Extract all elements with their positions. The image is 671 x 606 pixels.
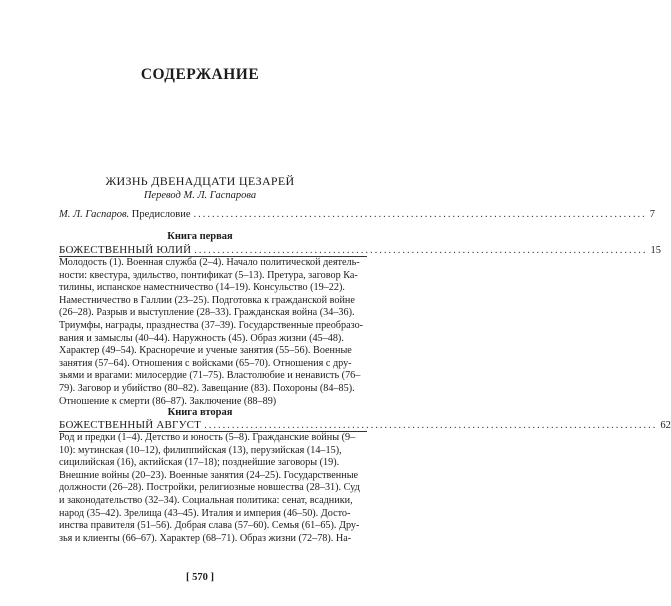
summary-line: зья и клиенты (66–67). Характер (68–71). Образ жизни (72–78). На- bbox=[59, 532, 352, 544]
chapter-summary-julius bbox=[59, 257, 367, 408]
summary-line: ности: квестура, эдильство, понтификат (5–13). Претура, заговор Ка- bbox=[59, 269, 358, 281]
dot-leader: .................................................................................................. bbox=[204, 420, 658, 431]
summary-line: и законодательство (32–34). Социальная политика: сенат, всадники, bbox=[59, 494, 353, 506]
summary-line: зьями и врагами: милосердие (71–75). Властолюбие и ненависть (76– bbox=[59, 370, 361, 382]
summary-line: Характер (49–54). Красноречие и ученые занятия (55–56). Военные bbox=[59, 345, 352, 357]
book-heading-2: Книга вторая bbox=[167, 407, 233, 418]
work-title: ЖИЗНЬ ДВЕНАДЦАТИ ЦЕЗАРЕЙ bbox=[105, 174, 295, 188]
translator-credit: Перевод М. Л. Гаспарова bbox=[143, 190, 257, 201]
dot-leader: .................................................................................................. bbox=[194, 245, 648, 256]
summary-line: Отношение к смерти (86–87). Заключение (88–89) bbox=[59, 395, 277, 407]
summary-line: Молодость (1). Военная служба (2–4). Начало политической деятель- bbox=[59, 257, 360, 268]
toc-entry-augustus[interactable] bbox=[59, 419, 671, 431]
preface-title: Предисловие bbox=[129, 209, 191, 220]
toc-page-number: 15 bbox=[650, 245, 662, 256]
summary-line: (26–28). Разрыв и выступление (28–33). Гражданская война (34–36). bbox=[59, 307, 355, 319]
toc-page-number: 62 bbox=[660, 420, 671, 431]
summary-line: занятия (57–64). Отношения с войсками (65–70). Отношения с дру- bbox=[59, 357, 352, 369]
summary-line: народ (35–42). Зрелища (43–45). Италия и империя (46–50). Досто- bbox=[59, 507, 351, 519]
dot-leader: .................................................................................................. bbox=[193, 209, 647, 220]
toc-entry-julius[interactable] bbox=[59, 244, 662, 256]
summary-line: 10): мутинская (10–12), филиппийская (13), перузийская (14–15), bbox=[59, 444, 342, 456]
page-number: [ 570 ] bbox=[186, 572, 214, 583]
summary-line: инства правителя (51–56). Добрая слава (57–60). Семья (61–65). Дру- bbox=[59, 520, 360, 532]
summary-line: Род и предки (1–4). Детство и юность (5–8). Гражданские войны (9– bbox=[59, 432, 356, 443]
toc-chapter-title: БОЖЕСТВЕННЫЙ АВГУСТ bbox=[59, 419, 202, 431]
book-heading-1: Книга первая bbox=[167, 231, 233, 242]
summary-line: тилины, испанское наместничество (14–19). Консульство (19–22). bbox=[59, 282, 345, 294]
summary-line: Наместничество в Галлии (23–25). Подготовка к гражданской войне bbox=[59, 294, 355, 306]
toc-entry-preface[interactable] bbox=[59, 209, 656, 220]
preface-author: М. Л. Гаспаров. bbox=[59, 209, 130, 220]
summary-line: Внешние войны (20–23). Военные занятия (24–25). Государственные bbox=[59, 469, 359, 481]
toc-page-number: 7 bbox=[649, 209, 656, 220]
toc-chapter-title: БОЖЕСТВЕННЫЙ ЮЛИЙ bbox=[59, 244, 192, 256]
summary-line: 79). Заговор и убийство (80–82). Завещание (83). Похороны (84–85). bbox=[59, 382, 355, 394]
chapter-summary-augustus bbox=[59, 432, 367, 545]
summary-line: вания и замыслы (40–44). Наружность (45). Образ жизни (45–48). bbox=[59, 332, 344, 344]
summary-line: должности (26–28). Постройки, религиозные новшества (28–31). Суд bbox=[59, 482, 360, 494]
page-title: СОДЕРЖАНИЕ bbox=[140, 66, 260, 83]
toc-entry-label bbox=[59, 209, 191, 220]
summary-line: Триумфы, награды, празднества (37–39). Государственные преобразо- bbox=[59, 319, 364, 331]
summary-line: сицилийская (16), актийская (17–18); позднейшие заговоры (19). bbox=[59, 457, 340, 469]
